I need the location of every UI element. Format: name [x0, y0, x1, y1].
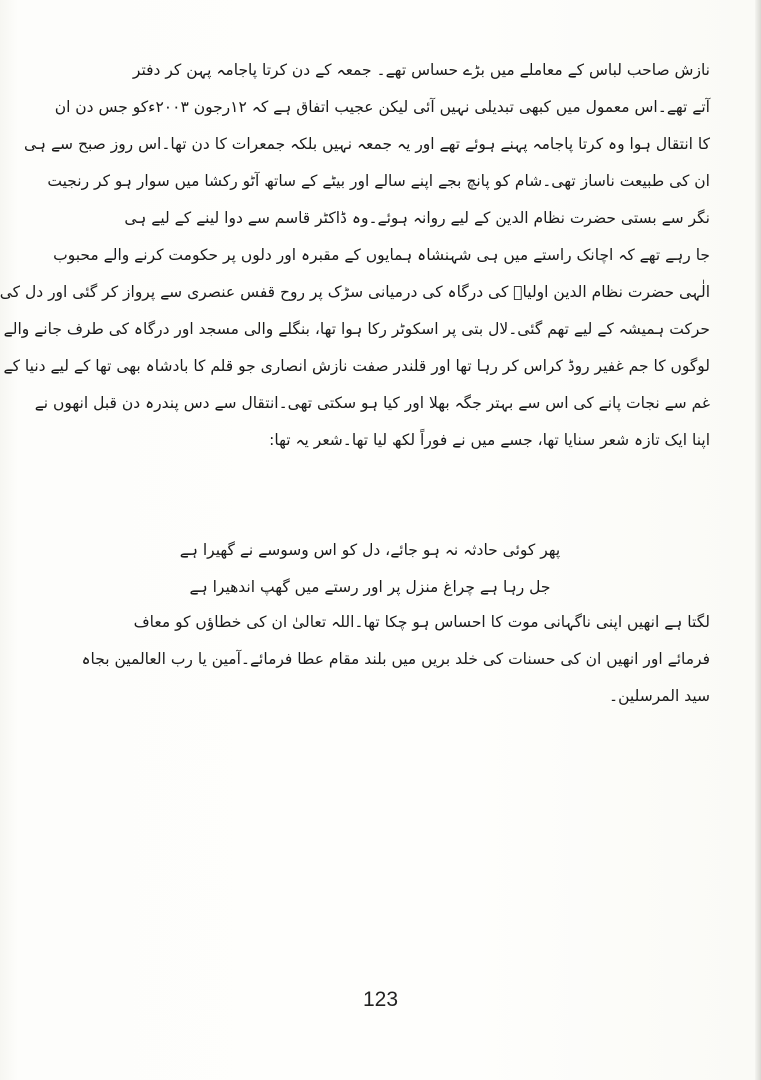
main-paragraph — [0, 52, 710, 459]
paragraph-line: ان کی طبیعت ناساز تھی۔شام کو پانچ بجے اپنے سالے اور بیٹے کے ساتھ آٹو رکشا میں سوار ہو کر رنجیت — [47, 172, 710, 190]
paragraph-line: لوگوں کا جم غفیر روڈ کراس کر رہا تھا اور قلندر صفت نازش انصاری جو قلم کا بادشاہ بھی تھا کے لیے دنیا کے — [3, 357, 710, 375]
page-number: 123 — [362, 988, 399, 1011]
paragraph-line: الٰہی حضرت نظام الدین اولیاؒ کی درگاہ کی درمیانی سڑک پر روح قفس عنصری سے پرواز کر گئی اور دل کی — [0, 283, 710, 301]
closing-line: فرمائے اور انھیں ان کی حسنات کی خلد بریں میں بلند مقام عطا فرمائے۔آمین یا رب العالمین بجاہ — [81, 650, 710, 668]
paragraph-line: نازش صاحب لباس کے معاملے میں بڑے حساس تھے۔ جمعہ کے دن کرتا پاجامہ پہن کر دفتر — [132, 61, 710, 79]
paragraph-line: کا انتقال ہوا وہ کرتا پاجامہ پہنے ہوئے تھے اور یہ جمعہ نہیں بلکہ جمعرات کا دن تھا۔اس روز صبح سے ہی — [24, 135, 710, 153]
closing-paragraph — [68, 604, 710, 715]
paragraph-line: نگر سے بستی حضرت نظام الدین کے لیے روانہ ہوئے۔وہ ڈاکٹر قاسم سے دوا لینے کے لیے ہی — [124, 209, 710, 227]
paragraph-line: آتے تھے۔اس معمول میں کبھی تبدیلی نہیں آئی لیکن عجیب اتفاق ہے کہ ۱۲رجون ۲۰۰۳ءکو جس دن ان — [54, 98, 710, 116]
closing-line: سید المرسلین۔ — [609, 687, 710, 705]
paragraph-line: اپنا ایک تازہ شعر سنایا تھا، جسے میں نے فوراً لکھ لیا تھا۔شعر یہ تھا: — [269, 431, 710, 449]
paragraph-line: غم سے نجات پانے کی اس سے بہتر جگہ بھلا اور کیا ہو سکتی تھی۔انتقال سے دس پندرہ دن قبل انھوں نے — [34, 394, 710, 412]
page-edge-shadow — [755, 0, 761, 1080]
paragraph-line: جا رہے تھے کہ اچانک راستے میں ہی شہنشاہ ہمایوں کے مقبرہ اور دلوں پر حکومت کرنے والے محبوب — [53, 246, 710, 264]
verse-line-2: جل رہا ہے چراغ منزل پر اور رستے میں گھپ اندھیرا ہے — [189, 578, 551, 596]
paragraph-line: حرکت ہمیشہ کے لیے تھم گئی۔لال بتی پر اسکوٹر رکا ہوا تھا، بنگلے والی مسجد اور درگاہ کی طرف جانے والے — [3, 320, 710, 338]
closing-line: لگتا ہے انھیں اپنی ناگہانی موت کا احساس ہو چکا تھا۔اللہ تعالیٰ ان کی خطاؤں کو معاف — [133, 613, 710, 631]
verse-line-1: پھر کوئی حادثہ نہ ہو جائے، دل کو اس وسوسے نے گھیرا ہے — [179, 541, 561, 559]
